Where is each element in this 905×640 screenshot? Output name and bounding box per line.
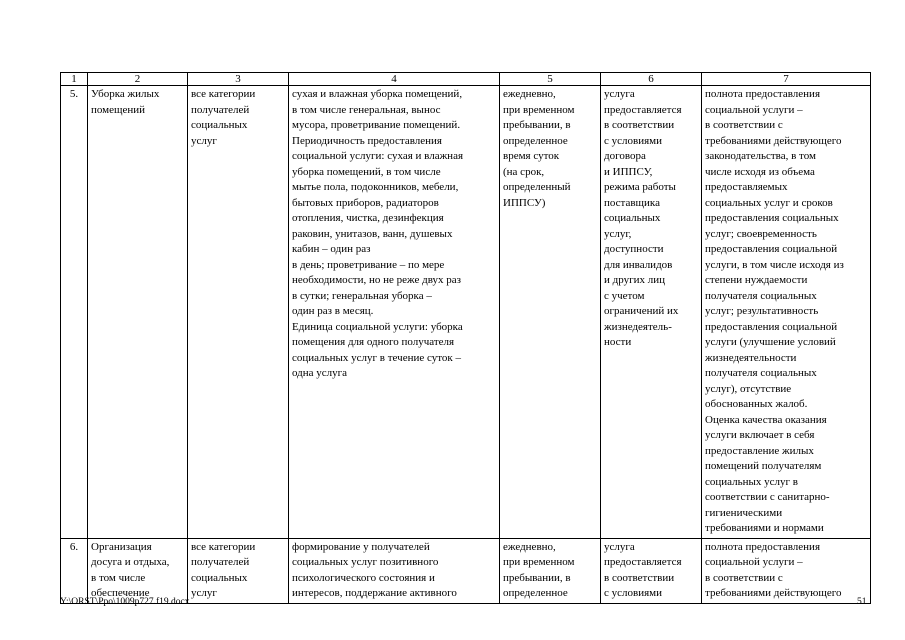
cell-text-line: ограничений их — [604, 305, 679, 317]
cell-text-line: степени нуждаемости — [705, 274, 808, 286]
cell-text-line: услуг), отсутствие — [705, 382, 792, 395]
cell-text-line: социальных — [604, 212, 661, 224]
cell-text-line: с условиями — [604, 134, 662, 147]
cell-text-line: социальных услуг и сроков — [705, 196, 833, 209]
cell-text-line: раковин, унитазов, ванн, душевых — [292, 227, 453, 240]
quality-criteria-cell — [702, 86, 871, 539]
column-number-row — [61, 73, 871, 86]
cell-text-line: предоставляется — [604, 103, 682, 116]
cell-text-line: Уборка жилых — [91, 88, 160, 100]
cell-text-line: предоставляемых — [705, 181, 788, 193]
cell-text-line: Организация — [91, 540, 152, 553]
cell-text-line: в том числе — [91, 571, 146, 584]
table-row — [61, 538, 871, 603]
cell-text-line: получателя социальных — [705, 367, 817, 379]
cell-text-line: предоставляется — [604, 556, 682, 568]
cell-text-line: предоставление жилых — [705, 444, 814, 457]
cell-text-line: социальных — [191, 119, 248, 131]
cell-text-line: обеспечение — [91, 587, 150, 599]
column-number-cell: 1 — [61, 73, 88, 86]
cell-text-line: с условиями — [604, 587, 662, 599]
cell-text-line: социальных услуг позитивного — [292, 556, 439, 568]
cell-text-line: полнота предоставления — [705, 88, 821, 100]
cell-text-line: сухая и влажная уборка помещений, — [292, 88, 463, 100]
page-number: 51 — [857, 597, 867, 607]
cell-text-line: определенный — [503, 181, 571, 193]
cell-text-line: жизнедеятельности — [705, 351, 797, 364]
cell-text-line: предоставления социальных — [705, 212, 839, 224]
cell-text-line: все категории — [191, 540, 256, 553]
cell-text-line: определенное — [503, 134, 568, 147]
cell-text-line: в том числе генеральная, вынос — [292, 103, 441, 116]
cell-text-line: услуги включает в себя — [705, 429, 815, 441]
services-table — [60, 72, 871, 604]
table-row — [61, 86, 871, 539]
column-number-cell: 5 — [500, 73, 601, 86]
cell-text-line: в соответствии — [604, 119, 675, 131]
cell-text-line: в соответствии с — [705, 571, 783, 584]
cell-text-line: досуга и отдыха, — [91, 556, 170, 568]
cell-text-line: с учетом — [604, 289, 645, 302]
cell-text-line: поставщика — [604, 196, 660, 209]
cell-text-line: законодательства, в том — [705, 150, 816, 162]
conditions-cell — [601, 86, 702, 539]
cell-text-line: услуга — [604, 88, 635, 100]
cell-text-line: психологического состояния и — [292, 571, 435, 584]
recipients-cell — [188, 86, 289, 539]
cell-text-line: соответствии с санитарно- — [705, 491, 830, 503]
cell-text-line: определенное — [503, 587, 568, 599]
cell-text-line: социальных услуг в течение суток – — [292, 351, 461, 364]
cell-text-line: социальных — [191, 571, 248, 584]
cell-text-line: услуг, — [604, 227, 632, 240]
cell-text-line: услуг — [191, 587, 217, 599]
cell-text-line: ежедневно, — [503, 540, 556, 553]
column-number-cell: 4 — [289, 73, 500, 86]
cell-text-line: в соответствии с — [705, 119, 783, 131]
cell-text-line: помещений — [91, 103, 146, 116]
cell-text-line: получателей — [191, 556, 250, 568]
cell-text-line: социальной услуги: сухая и влажная — [292, 150, 464, 162]
file-path-footer: Y:\ORST\Ppo\1009p727.f19.docx — [60, 597, 190, 607]
cell-text-line: Периодичность предоставления — [292, 134, 442, 147]
cell-text-line: в соответствии — [604, 571, 675, 584]
cell-text-line: услуг; результативность — [705, 305, 819, 317]
column-number-cell: 3 — [188, 73, 289, 86]
cell-text-line: требованиями действующего — [705, 587, 842, 599]
cell-text-line: ежедневно, — [503, 88, 556, 100]
service-name-cell — [88, 538, 188, 603]
service-description-cell — [289, 538, 500, 603]
column-number-cell: 7 — [702, 73, 871, 86]
cell-text-line: услуга — [604, 540, 635, 553]
cell-text-line: в день; проветривание – по мере — [292, 258, 445, 271]
cell-text-line: один раз в месяц. — [292, 305, 374, 317]
cell-text-line: бытовых приборов, радиаторов — [292, 196, 439, 209]
cell-text-line: обоснованных жалоб. — [705, 398, 808, 410]
cell-text-line: формирование у получателей — [292, 540, 430, 553]
cell-text-line: жизнедеятель- — [604, 320, 672, 333]
cell-text-line: при временном — [503, 556, 575, 568]
cell-text-line: мытье пола, подоконников, мебели, — [292, 181, 459, 193]
cell-text-line: (на срок, — [503, 165, 545, 178]
cell-text-line: социальных услуг в — [705, 475, 798, 488]
cell-text-line: требованиями действующего — [705, 134, 842, 147]
cell-text-line: услуг — [191, 134, 217, 147]
cell-text-line: социальной услуги – — [705, 556, 803, 568]
cell-text-line: необходимости, но не реже двух раз — [292, 274, 462, 286]
column-number-cell: 6 — [601, 73, 702, 86]
cell-text-line: все категории — [191, 88, 256, 100]
cell-text-line: время суток — [503, 150, 560, 162]
cell-text-line: кабин – один раз — [292, 243, 371, 255]
cell-text-line: мусора, проветривание помещений. — [292, 119, 461, 131]
cell-text-line: для инвалидов — [604, 258, 673, 271]
cell-text-line: числе исходя из объема — [705, 165, 815, 178]
cell-text-line: доступности — [604, 243, 664, 255]
cell-text-line: и ИППСУ, — [604, 165, 653, 178]
cell-text-line: ности — [604, 336, 632, 348]
cell-text-line: услуги, в том числе исходя из — [705, 258, 844, 271]
cell-text-line: и других лиц — [604, 274, 665, 286]
cell-text-line: пребывании, в — [503, 119, 571, 131]
cell-text-line: отопления, чистка, дезинфекция — [292, 212, 444, 224]
schedule-cell — [500, 538, 601, 603]
cell-text-line: при временном — [503, 103, 575, 116]
cell-text-line: интересов, поддержание активного — [292, 587, 457, 599]
cell-text-line: пребывании, в — [503, 571, 571, 584]
cell-text-line: предоставления социальной — [705, 320, 838, 333]
cell-text-line: социальной услуги – — [705, 103, 803, 116]
cell-text-line: полнота предоставления — [705, 540, 821, 553]
cell-text-line: получателей — [191, 103, 250, 116]
service-name-cell — [88, 86, 188, 539]
cell-text-line: гигиеническими — [705, 506, 783, 519]
cell-text-line: ИППСУ) — [503, 196, 546, 209]
column-number-cell: 2 — [88, 73, 188, 86]
row-number: 6. — [61, 538, 88, 603]
cell-text-line: Единица социальной услуги: уборка — [292, 320, 463, 333]
cell-text-line: помещения для одного получателя — [292, 336, 455, 348]
cell-text-line: требованиями и нормами — [705, 522, 824, 534]
cell-text-line: уборка помещений, в том числе — [292, 165, 441, 178]
cell-text-line: помещений получателям — [705, 460, 822, 472]
cell-text-line: предоставления социальной — [705, 243, 838, 255]
cell-text-line: получателя социальных — [705, 289, 817, 302]
conditions-cell — [601, 538, 702, 603]
row-number: 5. — [61, 86, 88, 539]
recipients-cell — [188, 538, 289, 603]
cell-text-line: услуги (улучшение условий — [705, 336, 836, 348]
cell-text-line: договора — [604, 150, 646, 162]
cell-text-line: Оценка качества оказания — [705, 413, 827, 426]
cell-text-line: услуг; своевременность — [705, 227, 817, 240]
quality-criteria-cell — [702, 538, 871, 603]
cell-text-line: в сутки; генеральная уборка – — [292, 289, 432, 302]
cell-text-line: режима работы — [604, 181, 676, 193]
schedule-cell — [500, 86, 601, 539]
service-description-cell — [289, 86, 500, 539]
cell-text-line: одна услуга — [292, 367, 348, 379]
